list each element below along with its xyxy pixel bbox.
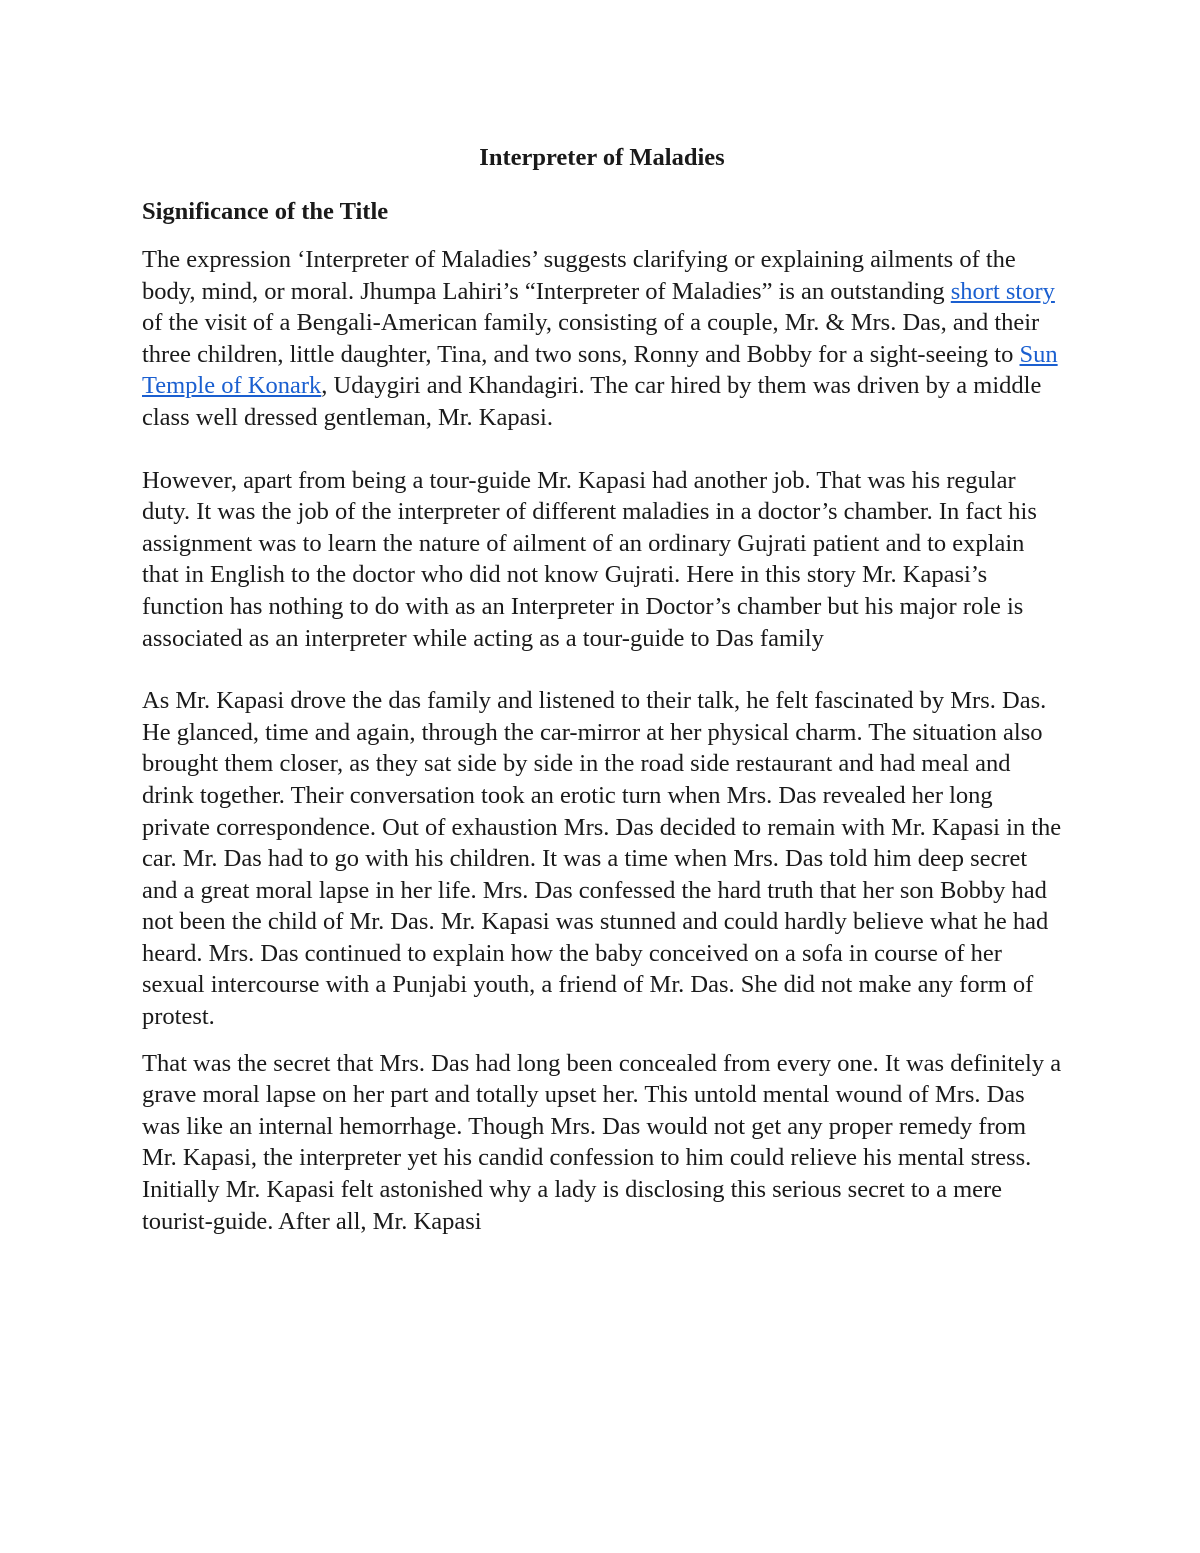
paragraph-1-text-a: The expression ‘Interpreter of Maladies’ suggests clarifying or explaining ailments of the body, mind, or moral. Jhumpa Lahiri’s “Interpreter of Maladies” is an outstanding	[142, 246, 1016, 305]
short-story-link[interactable]: short story	[950, 277, 1055, 305]
section-heading: Significance of the Title	[142, 198, 389, 225]
sun-temple-of-konark-link[interactable]: Sun Temple of Konark	[142, 340, 1058, 400]
paragraph-2: However, apart from being a tour-guide Mr. Kapasi had another job. That was his regular duty. It was the job of the interpreter of different maladies in a doctor’s chamber. In fact his assignment was to learn the nature of ailment of an ordinary Gujrati patient and to explain that in English to the doctor who did not know Gujrati. Here in this story Mr. Kapasi’s function has nothing to do with as an Interpreter in Doctor’s chamber but his major role is associated as an interpreter while acting as a tour-guide to Das family	[142, 466, 1037, 652]
paragraph-1-text-c: , Udaygiri and Khandagiri. The car hired by them was driven by a middle class well dressed gentleman, Mr. Kapasi.	[142, 372, 1042, 431]
paragraph-1	[142, 244, 1062, 434]
paragraph-3: As Mr. Kapasi drove the das family and listened to their talk, he felt fascinated by Mrs. Das. He glanced, time and again, through the car-mirror at her physical charm. The situation also brought them closer, as they sat side by side in the road side restaurant and had meal and drink together. Their conversation took an erotic turn when Mrs. Das revealed her long private correspondence. Out of exhaustion Mrs. Das decided to remain with Mr. Kapasi in the car. Mr. Das had to go with his children. It was a time when Mrs. Das told him deep secret and a great moral lapse in her life. Mrs. Das confessed the hard truth that her son Bobby had not been the child of Mr. Das. Mr. Kapasi was stunned and could hardly believe what he had heard. Mrs. Das continued to explain how the baby conceived on a sofa in course of her sexual intercourse with a Punjabi youth, a friend of Mr. Das. She did not make any form of protest.	[142, 687, 1062, 1031]
document-page	[142, 140, 1062, 1237]
paragraph-1-text-b: of the visit of a Bengali-American family, consisting of a couple, Mr. & Mrs. Das, and their three children, little daughter, Tina, and two sons, Ronny and Bobby for a sight-seeing to	[142, 309, 1040, 368]
document-title: Interpreter of Maladies	[479, 144, 725, 171]
paragraph-4: That was the secret that Mrs. Das had long been concealed from every one. It was definitely a grave moral lapse on her part and totally upset her. This untold mental wound of Mrs. Das was like an internal hemorrhage. Though Mrs. Das would not get any proper remedy from Mr. Kapasi, the interpreter yet his candid confession to him could relieve his mental stress. Initially Mr. Kapasi felt astonished why a lady is disclosing this serious secret to a mere tourist-guide. After all, Mr. Kapasi	[142, 1049, 1062, 1235]
